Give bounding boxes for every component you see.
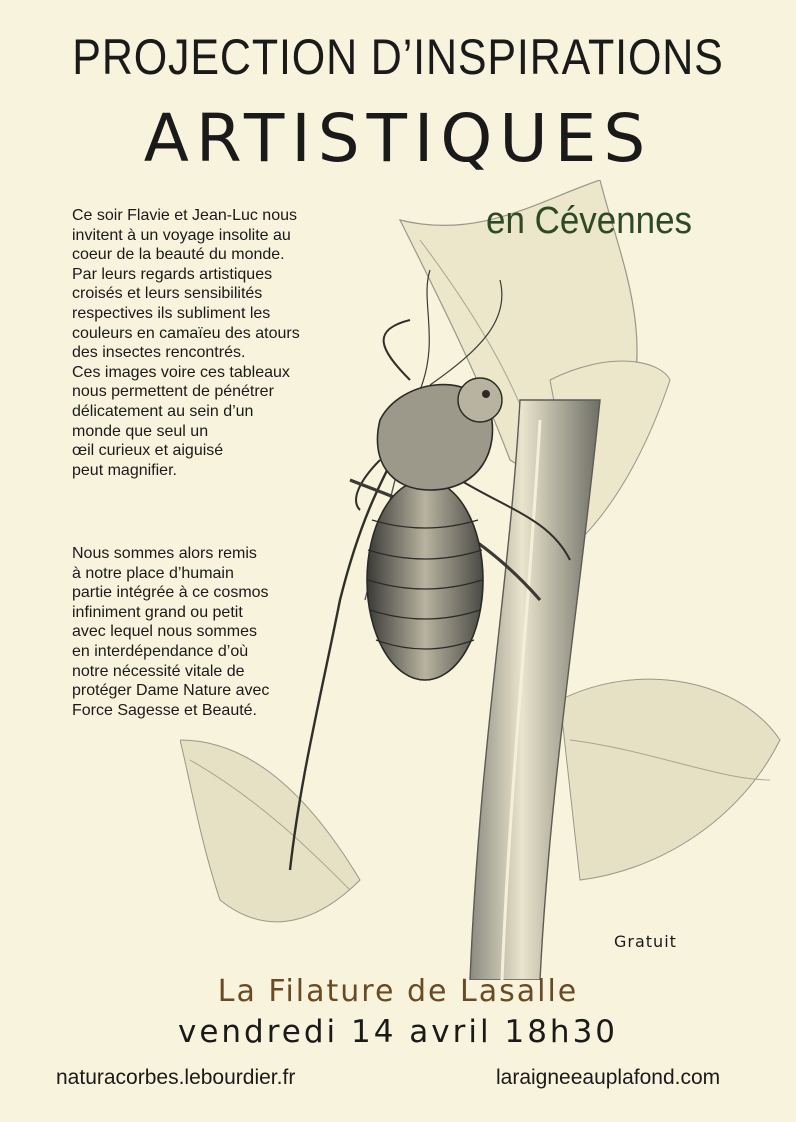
website-link-left[interactable]: naturacorbes.lebourdier.fr <box>56 1066 296 1089</box>
leaf-bottom-right <box>560 679 780 880</box>
insect-abdomen <box>367 480 483 680</box>
text-line: peut magnifier. <box>72 461 177 479</box>
text-line: invitent à un voyage insolite au <box>72 226 291 244</box>
title-line-1: PROJECTION D’INSPIRATIONS <box>72 29 724 85</box>
text-line: nous permettent de pénétrer <box>72 383 274 401</box>
text-line: Ces images voire ces tableaux <box>72 363 290 381</box>
subtitle-region: en Cévennes <box>486 200 693 242</box>
description-paragraph-2 <box>72 544 352 720</box>
text-line: coeur de la beauté du monde. <box>72 246 285 264</box>
text-line: protéger Dame Nature avec <box>72 682 270 700</box>
text-line: monde que seul un <box>72 422 209 440</box>
text-line: en interdépendance d’où <box>72 642 249 660</box>
text-line: avec lequel nous sommes <box>72 623 257 641</box>
text-line: Force Sagesse et Beauté. <box>72 701 257 719</box>
price-label: Gratuit <box>614 932 677 951</box>
text-line: partie intégrée à ce cosmos <box>72 584 269 602</box>
text-line: des insectes rencontrés. <box>72 344 246 362</box>
insect-head <box>458 378 502 422</box>
website-link-right[interactable]: laraigneeauplafond.com <box>496 1066 721 1089</box>
description-paragraph-1 <box>72 206 352 480</box>
text-line: Nous sommes alors remis <box>72 545 257 562</box>
text-line: respectives ils subliment les <box>72 304 271 322</box>
text-line: notre nécessité vitale de <box>72 662 245 680</box>
leaf-bottom-left <box>180 740 360 922</box>
text-line: œil curieux et aiguisé <box>72 442 224 460</box>
title-line-2: ARTISTIQUES <box>143 100 653 177</box>
insect-front-leg <box>384 320 410 380</box>
venue-name: La Filature de Lasalle <box>217 974 579 1009</box>
event-date: vendredi 14 avril 18h30 <box>177 1014 619 1050</box>
text-line: à notre place d’humain <box>72 564 234 582</box>
text-line: Ce soir Flavie et Jean-Luc nous <box>72 207 297 224</box>
text-line: infiniment grand ou petit <box>72 603 243 621</box>
text-line: Par leurs regards artistiques <box>72 265 273 283</box>
text-line: délicatement au sein d’un <box>72 402 254 420</box>
text-line: couleurs en camaïeu des atours <box>72 324 300 342</box>
text-line: croisés et leurs sensibilités <box>72 285 263 303</box>
